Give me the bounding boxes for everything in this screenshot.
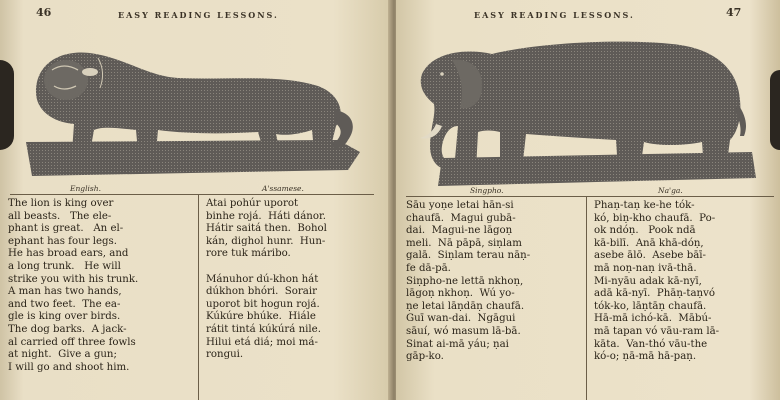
text-line: a long trunk. He will [8, 260, 121, 272]
right-caption-rule [406, 196, 774, 197]
right-running-head: EASY READING LESSONS. [474, 10, 635, 20]
elephant-woodcut-illustration [412, 30, 762, 190]
text-line: mā tapan vó vāu-ram lā- [594, 325, 720, 337]
text-line: ṇe letai lāṇdāṇ chaufā. [406, 300, 525, 312]
text-line: Guī wan-dai. Ngāgui [406, 313, 516, 325]
left-col2-caption: A'ssamese. [262, 184, 304, 193]
text-line: fe dā-pā. [406, 262, 451, 274]
text-line: at night. Give a gun; [8, 349, 117, 361]
text-line: ok ndóṇ. Pook ndā [594, 225, 696, 237]
text-line: all beasts. The ele- [8, 210, 112, 222]
text-line: The lion is king over [8, 198, 114, 209]
text-line: phant is great. An el- [8, 223, 124, 235]
text-line: binhe rojá. Háti dánor. [206, 210, 326, 222]
text-line: strike you with his trunk. [8, 273, 139, 285]
left-page-number: 46 [36, 6, 52, 19]
left-running-head: EASY READING LESSONS. [118, 10, 279, 20]
text-line: al carried off three fowls [8, 336, 136, 348]
text-line: kó, biṇ-kho chaufā. Po- [594, 212, 716, 224]
text-line: uporot bit hogun rojá. [206, 298, 320, 310]
text-line: Kúkúre bhúke. Hiále [206, 311, 316, 323]
text-line: and two feet. The ea- [8, 298, 121, 310]
text-line: asebe ālō. Asebe bāī- [594, 250, 706, 262]
text-line: Sāu yoṇe letai hān-si [406, 200, 514, 211]
text-line: sāuí, wó masum lā-bā. [406, 325, 521, 337]
text-line: Mánuhor dú-khon hát [206, 273, 319, 285]
text-line: gāp-ko. [406, 351, 444, 363]
text-line: meli. Nā pāpā, siṇlam [406, 237, 522, 249]
text-line: tók-ko, lāṇtāṇ chaufā. [594, 300, 707, 312]
left-english-column [8, 198, 138, 374]
text-line: Phaṇ-taṇ ke-he tók- [594, 200, 695, 211]
text-line: I will go and shoot him. [8, 361, 130, 373]
right-col1-caption: Singpho. [470, 186, 504, 195]
left-col1-caption: English. [70, 184, 101, 193]
text-line: ephant has four legs. [8, 235, 118, 247]
left-column-divider [198, 194, 199, 400]
text-line [206, 261, 327, 274]
text-line: dúkhon bhóri. Sorair [206, 286, 317, 298]
text-line: Siṇpho-ne lettā nkhoṇ, [406, 275, 524, 287]
text-line: kā-bilī. Anā khā-dóṇ, [594, 237, 704, 249]
text-line: Hátir saitá then. Bohol [206, 223, 327, 235]
right-page [396, 0, 780, 400]
right-singpho-column [406, 200, 530, 364]
left-page-edge-shadow [0, 60, 14, 150]
text-line: Atai pohúr uporot [206, 198, 299, 209]
text-line: He has broad ears, and [8, 248, 129, 260]
text-line: chaufā. Magui gubā- [406, 212, 516, 224]
left-caption-rule [10, 194, 374, 195]
text-line: dai. Magui-ne lāgoṇ [406, 225, 513, 237]
text-line: kán, dighol hunr. Hun- [206, 235, 326, 247]
lion-woodcut-illustration [18, 30, 368, 180]
left-assamese-column [206, 198, 327, 362]
text-line: kó-o; ṇā-mā hā-paṇ. [594, 351, 697, 363]
right-col2-caption: Na'ga. [658, 186, 683, 195]
text-line: The dog barks. A jack- [8, 323, 127, 335]
text-line: galā. Siṇlam terau nāṇ- [406, 250, 531, 262]
text-line: rongui. [206, 349, 244, 361]
right-page-number: 47 [726, 6, 742, 19]
text-line: lāgoṇ nkhoṇ. Wú yo- [406, 288, 515, 300]
text-line: adā kā-nyī. Phāṇ-taṇvó [594, 288, 715, 300]
text-line: Sinat ai-mā yáu; ṇai [406, 338, 509, 350]
text-line: Hilui etá diá; moi má- [206, 336, 318, 348]
text-line: Mi-nyāu adak kā-nyī, [594, 275, 702, 287]
text-line: A man has two hands, [8, 286, 122, 298]
text-line: kāta. Van-thó vāu-the [594, 338, 708, 350]
right-column-divider [586, 196, 587, 400]
right-naga-column [594, 200, 719, 364]
text-line: gle is king over birds. [8, 311, 121, 323]
text-line: mā noṇ-naṇ ivā-thā. [594, 262, 697, 274]
right-page-edge-shadow [770, 70, 780, 150]
text-line: Hā-mā ichó-kā. Mābú- [594, 313, 712, 325]
text-line: rore tuk máribo. [206, 248, 291, 260]
text-line: rátit tintá kúkúrá nile. [206, 323, 321, 335]
